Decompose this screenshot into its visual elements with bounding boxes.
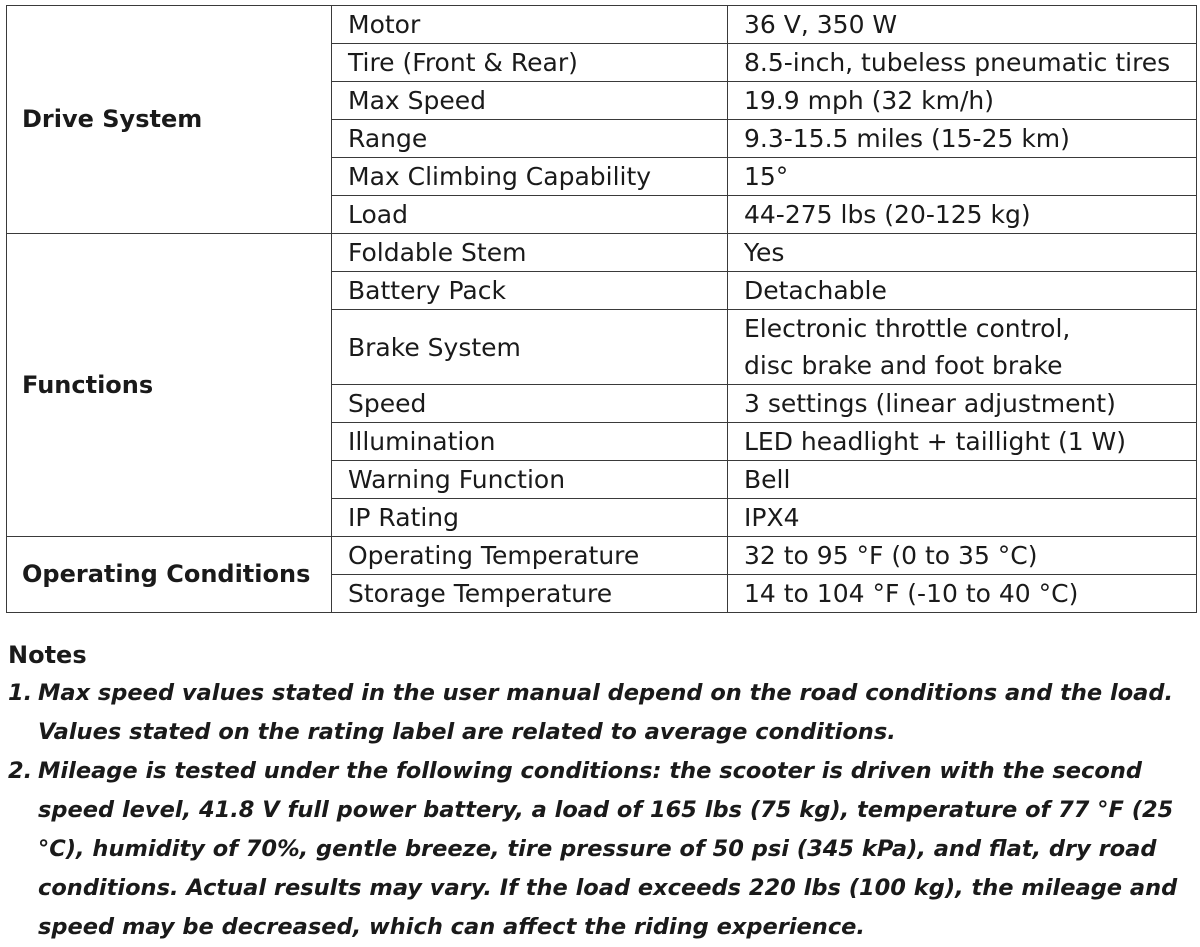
- note-text: Max speed values stated in the user manual depend on the road conditions and the load. Values stated on the rating label are related to average conditions.: [38, 680, 1174, 745]
- spec-label: Speed: [332, 385, 728, 423]
- category-operating-conditions: Operating Conditions: [7, 537, 332, 613]
- spec-label: Motor: [332, 6, 728, 44]
- table-row: [7, 234, 1197, 272]
- spec-value: 14 to 104 °F (-10 to 40 °C): [728, 575, 1197, 613]
- spec-value: 44-275 lbs (20-125 kg): [728, 196, 1197, 234]
- spec-label: Load: [332, 196, 728, 234]
- spec-label: Range: [332, 120, 728, 158]
- spec-value: 32 to 95 °F (0 to 35 °C): [728, 537, 1197, 575]
- spec-value: 36 V, 350 W: [728, 6, 1197, 44]
- spec-label: Warning Function: [332, 461, 728, 499]
- spec-value: Detachable: [728, 272, 1197, 310]
- spec-label: Operating Temperature: [332, 537, 728, 575]
- spec-label: Foldable Stem: [332, 234, 728, 272]
- note-item: [8, 752, 1196, 947]
- spec-label: Max Speed: [332, 82, 728, 120]
- spec-value-line: disc brake and foot brake: [744, 351, 1063, 380]
- spec-value: Yes: [728, 234, 1197, 272]
- spec-label: Max Climbing Capability: [332, 158, 728, 196]
- notes-section: [8, 638, 1196, 947]
- category-drive-system: Drive System: [7, 6, 332, 234]
- spec-value: 15°: [728, 158, 1197, 196]
- spec-label: Battery Pack: [332, 272, 728, 310]
- specifications-table: [6, 5, 1197, 613]
- note-text: Mileage is tested under the following conditions: the scooter is driven with the second speed level, 41.8 V full power battery, a load of 165 lbs (75 kg), temperature of 77 °F (25 °C), humidity of 70%, gentle breeze, tire pressure of 50 psi (345 kPa), and flat, dry road conditions. Actual results may vary. If the load exceeds 220 lbs (100 kg), the mileage and speed may be decreased, which can affect the riding experience.: [38, 758, 1178, 940]
- spec-value: 8.5-inch, tubeless pneumatic tires: [728, 44, 1197, 82]
- note-item: [8, 674, 1196, 752]
- note-number: 2.: [8, 758, 33, 784]
- spec-value: 3 settings (linear adjustment): [728, 385, 1197, 423]
- spec-value: 9.3-15.5 miles (15-25 km): [728, 120, 1197, 158]
- spec-value: IPX4: [728, 499, 1197, 537]
- spec-label: Tire (Front & Rear): [332, 44, 728, 82]
- spec-label: Brake System: [332, 310, 728, 385]
- spec-value: 19.9 mph (32 km/h): [728, 82, 1197, 120]
- table-row: [7, 537, 1197, 575]
- spec-value: LED headlight + taillight (1 W): [728, 423, 1197, 461]
- spec-label: Storage Temperature: [332, 575, 728, 613]
- notes-title: Notes: [8, 641, 87, 669]
- note-number: 1.: [8, 680, 33, 706]
- spec-label: IP Rating: [332, 499, 728, 537]
- spec-value: [728, 310, 1197, 385]
- spec-label: Illumination: [332, 423, 728, 461]
- spec-value-line: Electronic throttle control,: [744, 314, 1071, 343]
- spec-value: Bell: [728, 461, 1197, 499]
- category-functions: Functions: [7, 234, 332, 537]
- table-row: [7, 6, 1197, 44]
